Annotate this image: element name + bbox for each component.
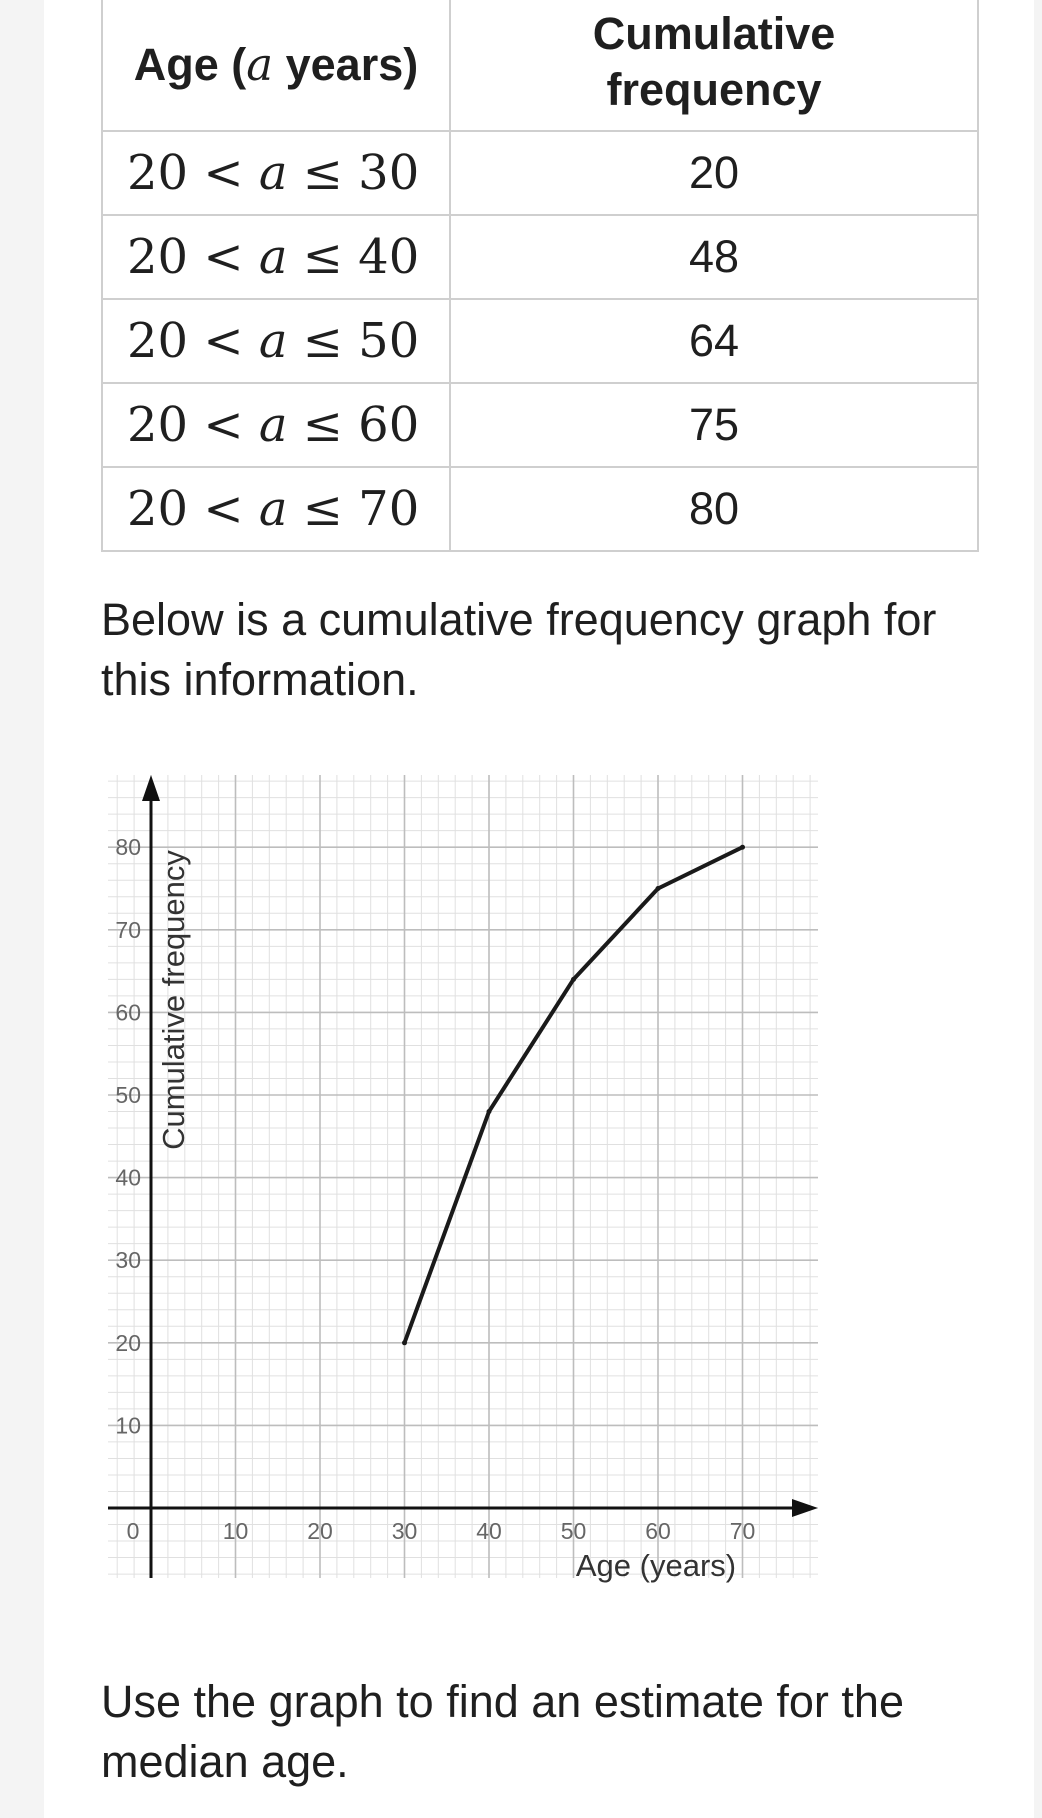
data-point: [656, 886, 661, 891]
age-interval: 20 < a ≤ 50: [102, 299, 450, 383]
age-column-header: Age (a years): [102, 0, 450, 131]
cumulative-frequency-value: 48: [450, 215, 978, 299]
cumulative-frequency-value: 20: [450, 131, 978, 215]
x-tick-label: 70: [729, 1518, 756, 1544]
y-axis-arrow-icon: [142, 775, 160, 801]
age-interval: 20 < a ≤ 70: [102, 467, 450, 551]
y-tick-label: 80: [115, 834, 141, 861]
x-tick-label: 40: [476, 1518, 502, 1544]
data-point: [487, 1109, 492, 1114]
x-tick-label: 50: [560, 1518, 587, 1544]
frequency-column-header: Cumulative frequency: [450, 0, 978, 131]
cumulative-frequency-value: 80: [450, 467, 978, 551]
graph-intro-text: Below is a cumulative frequency graph for this information.: [101, 594, 937, 705]
y-tick-label: 60: [115, 999, 141, 1026]
age-interval: 20 < a ≤ 60: [102, 383, 450, 467]
cumulative-frequency-value: 75: [450, 383, 978, 467]
y-tick-label: 40: [115, 1164, 141, 1191]
age-interval: 20 < a ≤ 30: [102, 131, 450, 215]
y-tick-label: 30: [115, 1247, 141, 1274]
data-point: [740, 845, 745, 850]
x-axis-label: Age (years): [575, 1548, 737, 1583]
question-text: Use the graph to find an estimate for the median age.: [101, 1676, 904, 1787]
cumulative-frequency-value: 64: [450, 299, 978, 383]
x-tick-label: 0: [126, 1518, 140, 1544]
x-axis-arrow-icon: [792, 1499, 818, 1517]
data-point: [402, 1340, 407, 1345]
x-tick-label: 20: [307, 1518, 333, 1544]
x-tick-label: 60: [645, 1518, 671, 1544]
y-tick-label: 10: [115, 1412, 141, 1439]
x-tick-label: 10: [222, 1518, 249, 1544]
y-tick-label: 50: [115, 1082, 141, 1108]
y-axis-label: Cumulative frequency: [156, 850, 191, 1150]
y-tick-label: 20: [115, 1329, 141, 1356]
y-tick-label: 70: [115, 916, 141, 943]
x-tick-label: 30: [391, 1518, 418, 1544]
data-point: [571, 977, 576, 982]
age-interval: 20 < a ≤ 40: [102, 215, 450, 299]
